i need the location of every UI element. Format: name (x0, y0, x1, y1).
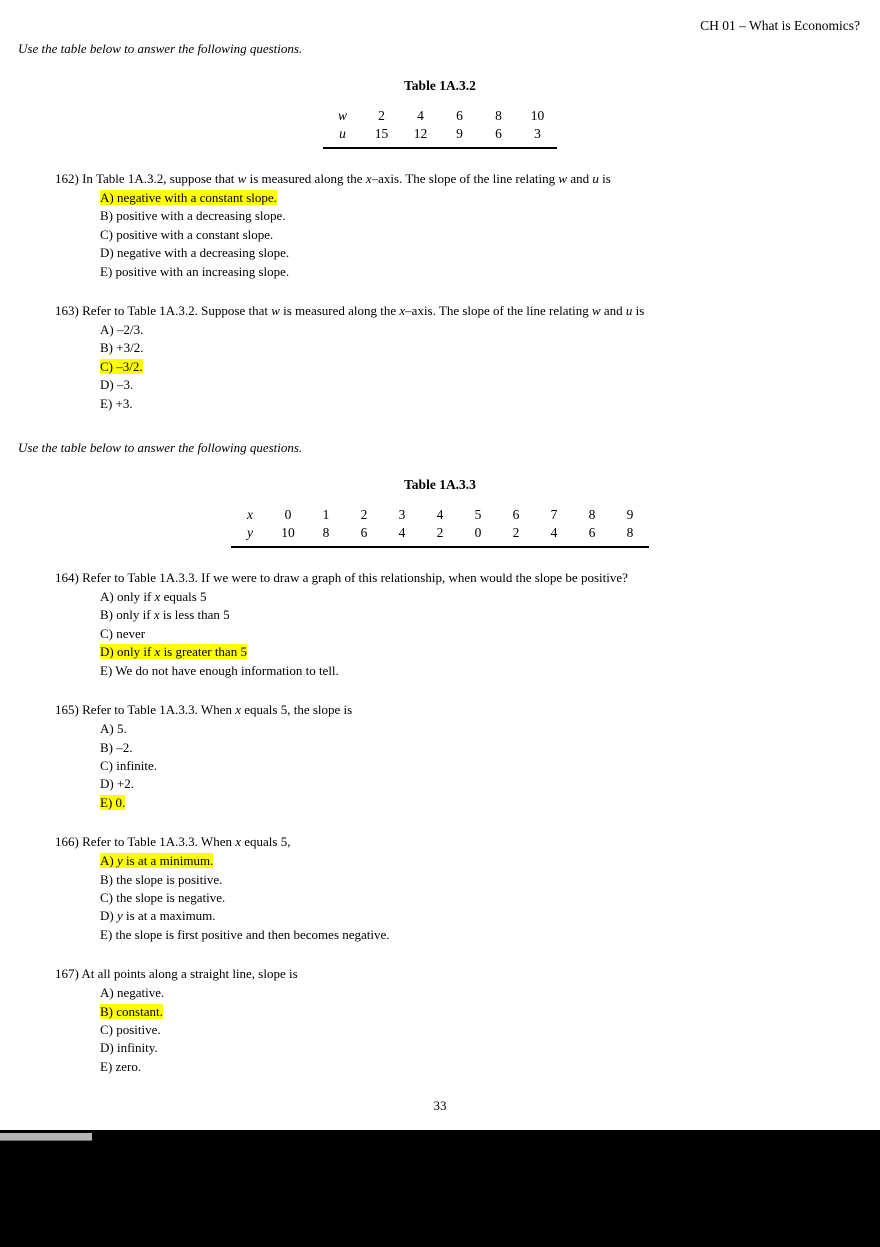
table-cell: 2 (378, 108, 385, 123)
row-label: x (247, 507, 253, 523)
option-a (100, 852, 880, 870)
table-cell: 9 (456, 126, 463, 141)
options-list (100, 852, 880, 944)
question-stem (55, 833, 880, 851)
option-text: C) infinite. (100, 757, 158, 773)
option-text: B) only if x is less than 5 (100, 607, 230, 623)
option-text: C) –3/2. (100, 358, 143, 374)
option-e (100, 263, 880, 281)
table-cell: 6 (512, 507, 520, 523)
table-cell: 7 (550, 507, 558, 523)
option-d (100, 643, 880, 661)
option-text: C) the slope is negative. (100, 889, 226, 905)
option-e (100, 794, 880, 812)
option-text: D) negative with a decreasing slope. (100, 245, 290, 261)
option-text: D) only if x is greater than 5 (100, 644, 247, 660)
question-number: 165) (55, 702, 79, 718)
option-text: B) –2. (100, 739, 133, 755)
option-d (100, 376, 880, 394)
option-text: E) positive with an increasing slope. (100, 263, 290, 279)
table-1a33 (231, 506, 649, 548)
question-164 (55, 569, 880, 680)
table-cell: 8 (322, 525, 330, 541)
option-text: A) –2/3. (100, 322, 144, 338)
table-1a32 (323, 107, 557, 149)
option-text: B) constant. (100, 1003, 163, 1019)
question-number: 167) (55, 966, 79, 982)
option-text: A) y is at a minimum. (100, 853, 214, 869)
option-text: E) the slope is first positive and then becomes negative. (100, 926, 390, 942)
option-c (100, 1021, 880, 1039)
table-cell: 6 (456, 108, 463, 123)
option-text: A) 5. (100, 721, 127, 737)
option-text: E) +3. (100, 395, 133, 411)
option-e (100, 662, 880, 680)
table-cell: 15 (374, 126, 389, 141)
table-cell: 4 (436, 507, 444, 523)
option-text: D) –3. (100, 377, 134, 393)
option-text: C) positive. (100, 1021, 161, 1037)
option-text: D) +2. (100, 776, 135, 792)
table-cell: 4 (550, 525, 558, 541)
question-text: In Table 1A.3.2, suppose that w is measured along the x–axis. The slope of the line relating w and u is (82, 171, 611, 186)
question-number: 166) (55, 834, 79, 850)
option-d (100, 907, 880, 925)
table-row-w (323, 107, 557, 125)
option-d (100, 244, 880, 262)
option-text: C) positive with a constant slope. (100, 226, 274, 242)
page-number: 33 (433, 1098, 447, 1113)
table-cell: 1 (322, 507, 330, 523)
table-cell: 0 (474, 525, 482, 541)
option-text: A) negative. (100, 985, 165, 1001)
table-row-y (231, 524, 649, 547)
option-text: E) zero. (100, 1058, 142, 1074)
option-text: A) only if x equals 5 (100, 589, 207, 605)
table-cell: 2 (360, 507, 368, 523)
option-b (100, 339, 880, 357)
table-cell: 6 (495, 126, 502, 141)
option-c (100, 889, 880, 907)
question-stem (55, 302, 880, 320)
option-e (100, 926, 880, 944)
table-cell: 4 (398, 525, 406, 541)
question-text: Refer to Table 1A.3.3. If we were to draw a graph of this relationship, when would the slope be positive? (82, 570, 628, 586)
option-b (100, 739, 880, 757)
options-list (100, 720, 880, 812)
table-cell: 3 (534, 126, 541, 141)
row-label: w (337, 108, 347, 123)
option-a (100, 588, 880, 606)
page-header-title: CH 01 – What is Economics? (700, 18, 860, 33)
option-c (100, 358, 880, 376)
question-text: At all points along a straight line, slope is (81, 966, 298, 982)
table-cell: 0 (284, 507, 292, 523)
table-title-1a32: Table 1A.3.2 (404, 78, 476, 93)
table-cell: 5 (474, 507, 482, 523)
option-b (100, 207, 880, 225)
horizontal-scrollbar-fragment[interactable] (0, 1133, 92, 1141)
table-cell: 2 (436, 525, 444, 541)
table-row-x (231, 506, 649, 524)
option-e (100, 1058, 880, 1076)
option-text: B) +3/2. (100, 340, 144, 356)
question-166 (55, 833, 880, 944)
table-row-u (323, 125, 557, 148)
bottom-black-area (0, 1130, 880, 1247)
table-cell: 2 (512, 525, 520, 541)
option-text: D) y is at a maximum. (100, 908, 216, 924)
table-cell: 4 (417, 108, 424, 123)
table-title-1a33: Table 1A.3.3 (404, 477, 476, 493)
option-text: B) the slope is positive. (100, 871, 223, 887)
option-d (100, 775, 880, 793)
option-text: B) positive with a decreasing slope. (100, 208, 286, 224)
table-cell: 10 (281, 525, 295, 541)
option-b (100, 1003, 880, 1021)
option-c (100, 226, 880, 244)
question-text: Refer to Table 1A.3.3. When x equals 5, (82, 834, 291, 850)
option-text: E) 0. (100, 794, 126, 810)
question-number: 162) (55, 171, 79, 186)
table-cell: 6 (588, 525, 596, 541)
option-e (100, 395, 880, 413)
table-instructions-1: Use the table below to answer the following questions. (18, 41, 303, 56)
option-b (100, 606, 880, 624)
options-list (100, 189, 880, 281)
option-text: E) We do not have enough information to tell. (100, 662, 339, 678)
table-cell: 6 (360, 525, 368, 541)
options-list (100, 984, 880, 1076)
question-number: 164) (55, 570, 79, 586)
table-cell: 9 (626, 507, 634, 523)
option-text: C) never (100, 625, 146, 641)
option-c (100, 625, 880, 643)
question-text: Refer to Table 1A.3.3. When x equals 5, the slope is (82, 702, 353, 718)
question-stem (55, 701, 880, 719)
question-165 (55, 701, 880, 812)
table-cell: 8 (626, 525, 634, 541)
table-cell: 10 (530, 108, 545, 123)
table-cell: 8 (495, 108, 502, 123)
table-cell: 8 (588, 507, 596, 523)
option-b (100, 871, 880, 889)
question-162 (55, 170, 880, 281)
option-text: A) negative with a constant slope. (100, 190, 277, 205)
table-cell: 12 (413, 126, 428, 141)
question-stem (55, 965, 880, 983)
question-stem (55, 170, 880, 188)
option-a (100, 321, 880, 339)
question-number: 163) (55, 303, 79, 319)
table-instructions-2: Use the table below to answer the following questions. (18, 440, 303, 456)
option-a (100, 984, 880, 1002)
options-list (100, 321, 880, 413)
row-label: u (339, 126, 346, 141)
question-163 (55, 302, 880, 413)
question-text: Refer to Table 1A.3.2. Suppose that w is measured along the x–axis. The slope of the line relating w and u is (82, 303, 645, 319)
option-a (100, 189, 880, 207)
question-167 (55, 965, 880, 1076)
option-d (100, 1039, 880, 1057)
option-a (100, 720, 880, 738)
options-list (100, 588, 880, 680)
row-label: y (247, 525, 253, 541)
table-cell: 3 (398, 507, 406, 523)
question-stem (55, 569, 880, 587)
option-c (100, 757, 880, 775)
option-text: D) infinity. (100, 1040, 158, 1056)
